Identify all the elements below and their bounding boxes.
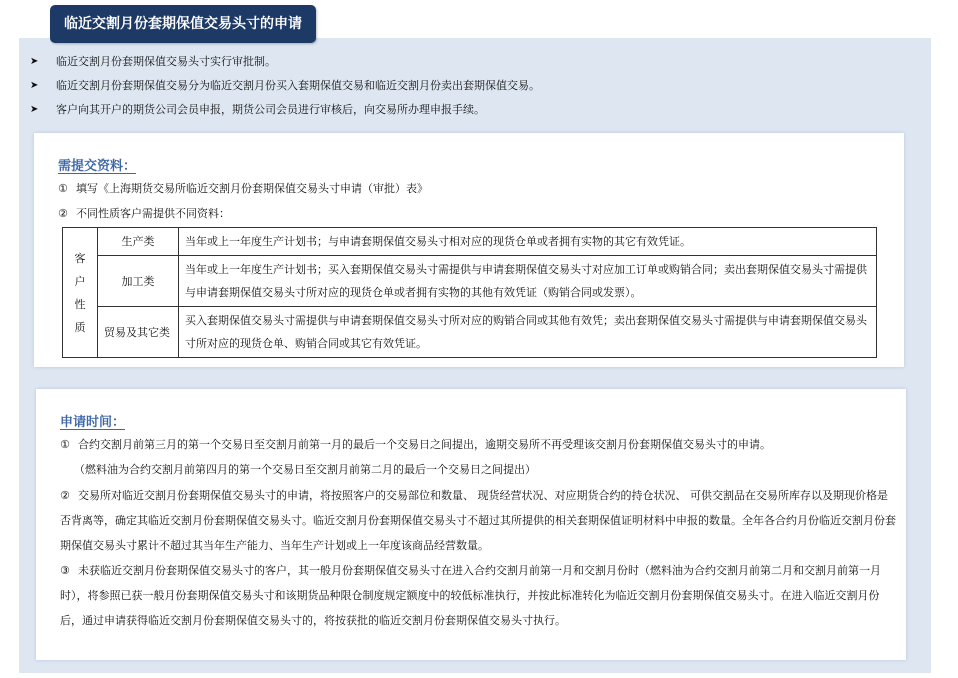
side-char: 质	[74, 320, 86, 334]
type-cell: 生产类	[98, 228, 179, 256]
bullet-item	[30, 74, 910, 98]
item-number: ①	[60, 438, 70, 451]
item-text: 合约交割月前第三月的第一个交易日至交割月前第一月的最后一个交易日之间提出，逾期交易所不再受理该交割月份套期保值交易头寸的申请。	[78, 438, 771, 451]
table-row	[63, 228, 877, 256]
desc-cell: 当年或上一年度生产计划书；与申请套期保值交易头寸相对应的现货仓单或者拥有实物的其它有效凭证。	[179, 228, 877, 256]
arrow-bullet-icon: ➤	[30, 56, 39, 67]
customer-type-table	[62, 227, 877, 358]
timing-panel	[36, 389, 906, 660]
timing-item-2	[60, 483, 896, 558]
item-number: ②	[58, 207, 68, 220]
materials-item-2	[58, 202, 230, 226]
side-char: 客	[74, 251, 86, 265]
side-char: 性	[74, 297, 86, 311]
type-cell: 加工类	[98, 256, 179, 307]
item-number: ②	[60, 489, 70, 502]
materials-heading: 需提交资料：	[58, 159, 137, 174]
bullet-list	[30, 50, 910, 122]
item-text: 未获临近交割月份套期保值交易头寸的客户，其一般月份套期保值交易头寸在进入合约交割月前第一月和交割月份时（燃料油为合约交割月前第二月和交割月前第一月时），将参照已获一般月份套期保值交易头寸和该期货品种限仓制度规定额度中的较低标准执行，并按此标准转化为临近交割月份套期保值交易头寸。在进入临近交割月份后，通过申请获得临近交割月份套期保值交易头寸的，将按获批的临近交割月份套期保值交易头寸执行。	[60, 564, 881, 627]
bullet-text: 临近交割月份套期保值交易头寸实行审批制。	[56, 55, 276, 68]
bullet-item	[30, 98, 910, 122]
desc-cell: 当年或上一年度生产计划书；买入套期保值交易头寸需提供与申请套期保值交易头寸对应加工订单或购销合同；卖出套期保值交易头寸需提供与申请套期保值交易头寸所对应的现货仓单或者拥有实物的其他有效凭证（购销合同或发票）。	[179, 256, 877, 307]
item-text: 交易所对临近交割月份套期保值交易头寸的申请，将按照客户的交易部位和数量、 现货经营状况、对应期货合约的持仓状况、 可供交割品在交易所库存以及期现价格是否背离等，确定其临近交割月份套期保值交易头寸。临近交割月份套期保值交易头寸不超过其所提供的相关套期保值证明材料中申报的数量。全年各合约月份临近交割月份套期保值交易头寸累计不超过其当年生产能力、当年生产计划或上一年度该商品经营数量。	[60, 489, 896, 552]
customer-nature-cell	[63, 228, 98, 358]
arrow-bullet-icon: ➤	[30, 104, 39, 115]
item-number: ①	[58, 182, 68, 195]
desc-cell: 买入套期保值交易头寸需提供与申请套期保值交易头寸所对应的购销合同或其他有效凭；卖出套期保值交易头寸需提供与申请套期保值交易头寸所对应的现货仓单、购销合同或其它有效凭证。	[179, 307, 877, 358]
bullet-text: 临近交割月份套期保值交易分为临近交割月份买入套期保值交易和临近交割月份卖出套期保值交易。	[56, 79, 540, 92]
side-char: 户	[74, 274, 86, 288]
materials-item-1	[58, 177, 428, 201]
page-title: 临近交割月份套期保值交易头寸的申请	[50, 5, 316, 43]
bullet-item	[30, 50, 910, 74]
timing-heading: 申请时间：	[60, 415, 126, 430]
table-row	[63, 256, 877, 307]
timing-item-1	[60, 433, 771, 457]
timing-item-3	[60, 558, 896, 633]
item-number: ③	[60, 564, 70, 577]
item-text: 不同性质客户需提供不同资料：	[76, 207, 230, 220]
timing-item-1-note: （燃料油为合约交割月前第四月的第一个交易日至交割月前第二月的最后一个交易日之间提出）	[74, 463, 536, 476]
table-row	[63, 307, 877, 358]
item-text: 填写《上海期货交易所临近交割月份套期保值交易头寸申请（审批）表》	[76, 182, 428, 195]
materials-panel	[34, 133, 904, 367]
bullet-text: 客户向其开户的期货公司会员申报，期货公司会员进行审核后，向交易所办理申报手续。	[56, 103, 485, 116]
type-cell: 贸易及其它类	[98, 307, 179, 358]
arrow-bullet-icon: ➤	[30, 80, 39, 91]
